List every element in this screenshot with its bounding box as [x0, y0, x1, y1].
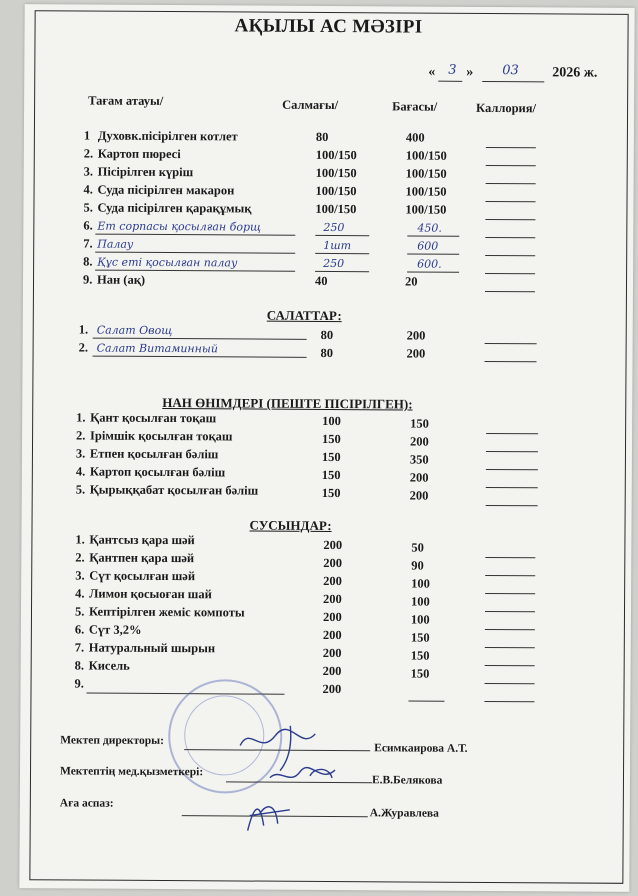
bakery-item-number: 4.: [75, 464, 86, 479]
menu-title: АҚЫЛЫ АС МӘЗІРІ: [234, 15, 423, 38]
menu-item-price: 400: [405, 130, 425, 145]
menu-item-number: 8.: [83, 254, 93, 269]
bakery-item-price: 200: [409, 488, 429, 503]
drink-item-price: 150: [410, 630, 430, 645]
bakery-item-name: Қант қосылған тоқаш: [90, 410, 217, 426]
drink-item-price: 100: [411, 594, 430, 609]
drink-item-price: 90: [411, 558, 424, 573]
drink-item-name: Сүт қосылған шәй: [89, 568, 196, 584]
signature-role-chef: Аға аспаз:: [59, 797, 114, 810]
menu-item-name: Картоп пюресі: [97, 146, 181, 162]
drink-item-price: 150: [410, 666, 430, 681]
menu-item-weight: 250: [323, 256, 345, 271]
signature-name-chef: А.Журавлева: [369, 807, 439, 820]
menu-item-weight: 80: [315, 129, 329, 145]
drink-item-number: 9.: [74, 676, 84, 691]
menu-item-price: 100/150: [405, 148, 447, 163]
menu-item-number: 3.: [83, 164, 94, 179]
bakery-item-weight: 150: [321, 485, 341, 501]
signature-role-director: Мектеп директоры:: [60, 734, 164, 748]
menu-item-number: 2.: [83, 146, 94, 161]
bakery-item-number: 5.: [75, 482, 86, 497]
drink-item-weight: 200: [323, 573, 342, 589]
menu-item-name: Ет сорпасы қосылған борщ: [97, 219, 262, 234]
bakery-heading: НАН ӨНІМДЕРІ (ПЕШТЕ ПІСІРІЛГЕН):: [162, 394, 413, 412]
menu-item-weight: 100/150: [315, 147, 357, 163]
drink-item-price: 100: [411, 576, 430, 591]
drink-item-number: 3.: [75, 568, 85, 583]
date-open-quote: «: [428, 64, 436, 80]
salad-price: 200: [406, 328, 426, 343]
menu-item-weight: 100/150: [315, 183, 357, 199]
menu-item-name: Құс еті қосылған палау: [97, 255, 238, 270]
bakery-item-price: 350: [409, 452, 429, 467]
bakery-item-name: Картоп қосылған бәліш: [89, 464, 226, 480]
menu-item-number: 1: [83, 128, 91, 143]
bakery-item-price: 200: [409, 470, 429, 485]
date-month: 03: [502, 63, 519, 79]
drink-item-weight: 200: [323, 591, 342, 607]
signature-name-director: Есимкаирова А.Т.: [374, 742, 468, 755]
bakery-item-weight: 150: [321, 467, 341, 483]
menu-item-name: Суда пісірілген макарон: [97, 182, 235, 198]
menu-item-price: 600: [417, 239, 439, 253]
menu-item-name: Духовк.пісірілген котлет: [97, 128, 238, 144]
menu-item-price: 100/150: [405, 202, 447, 217]
drink-item-number: 7.: [74, 640, 85, 655]
drink-item-name: Қантпен қара шәй: [89, 550, 195, 566]
menu-item-number: 7.: [83, 236, 93, 251]
drink-item-number: 1.: [75, 532, 85, 547]
menu-item-number: 6.: [83, 218, 93, 233]
col-price-header: Бағасы/: [392, 99, 438, 114]
menu-item-number: 5.: [83, 200, 93, 215]
menu-item-name: Нан (ақ): [96, 272, 146, 287]
bakery-item-number: 1.: [76, 410, 86, 425]
salad-weight: 80: [320, 345, 334, 361]
menu-item-number: 9.: [82, 272, 93, 287]
menu-item-price: 100/150: [405, 166, 447, 181]
salads-heading: САЛАТТАР:: [266, 307, 342, 324]
menu-sheet: [19, 4, 634, 892]
bakery-item-number: 3.: [75, 446, 86, 461]
bakery-item-name: Қырыққабат қосылған бәліш: [89, 482, 259, 498]
bakery-item-name: Етпен қосылған бәліш: [89, 446, 219, 462]
drinks-heading: СУСЫНДАР:: [249, 517, 332, 534]
menu-item-price: 450.: [417, 221, 442, 235]
menu-item-name: Пісірілген күріш: [97, 164, 194, 180]
menu-item-price: 100/150: [405, 184, 447, 199]
drink-item-name: Сүт 3,2%: [88, 622, 142, 637]
salad-name: Салат Витаминный: [96, 341, 219, 356]
salad-price: 200: [406, 346, 426, 361]
menu-item-weight: 100/150: [315, 201, 357, 217]
bakery-item-name: Ірімшік қосылған тоқаш: [90, 428, 233, 444]
drink-item-price: 50: [411, 540, 424, 555]
drink-item-number: 2.: [75, 550, 85, 565]
drink-item-weight: 200: [322, 681, 342, 697]
bakery-item-weight: 150: [322, 431, 341, 447]
date-close-quote: »: [466, 64, 474, 80]
menu-item-weight: 1шт: [323, 238, 352, 253]
drink-item-weight: 200: [322, 609, 342, 625]
drink-item-number: 8.: [74, 658, 85, 673]
salad-name: Салат Овощ: [96, 323, 173, 338]
menu-item-price: 20: [404, 274, 418, 289]
drink-item-weight: 200: [322, 645, 342, 661]
bakery-item-number: 2.: [76, 428, 86, 443]
signature-role-medic: Мектептің мед.қызметкері:: [59, 765, 204, 779]
drink-item-weight: 200: [322, 663, 342, 679]
drink-item-number: 4.: [75, 586, 85, 601]
col-name-header: Тағам атауы/: [88, 93, 164, 108]
date-year: 2026 ж.: [552, 65, 598, 81]
signature-name-medic: Е.В.Белякова: [371, 774, 443, 787]
menu-item-weight: 250: [323, 220, 345, 235]
drink-item-name: Қантсыз қара шәй: [89, 532, 195, 548]
col-weight-header: Салмағы/: [282, 97, 339, 113]
bakery-item-price: 200: [409, 434, 429, 449]
salad-weight: 80: [320, 327, 334, 343]
menu-item-name: Палау: [97, 237, 134, 251]
date-day: 3: [448, 62, 457, 78]
drink-item-name: Кисель: [88, 658, 130, 673]
menu-item-weight: 40: [314, 273, 328, 288]
handwritten-signatures: [220, 705, 401, 846]
menu-item-price: 600.: [417, 257, 442, 271]
drink-item-number: 6.: [74, 622, 85, 637]
drink-item-weight: 200: [323, 555, 343, 571]
drink-item-name: Лимон қосыоған шай: [89, 586, 212, 602]
col-calories-header: Каллория/: [476, 100, 537, 116]
salad-number: 1.: [78, 322, 89, 337]
drink-item-price: 150: [410, 648, 430, 663]
drink-item-weight: 200: [323, 537, 343, 553]
menu-item-number: 4.: [83, 182, 93, 197]
salad-number: 2.: [78, 340, 89, 355]
drink-item-price-line: [408, 701, 444, 702]
drink-item-price: 100: [410, 612, 430, 627]
menu-item-name: Суда пісірілген қарақұмық: [97, 200, 252, 216]
bakery-item-weight: 150: [321, 449, 341, 465]
drink-item-name: Кептірілген жеміс компоты: [88, 604, 245, 620]
drink-item-weight: 200: [322, 627, 342, 643]
bakery-item-weight: 100: [322, 413, 341, 429]
bakery-item-price: 150: [410, 416, 429, 431]
menu-item-weight: 100/150: [315, 165, 357, 181]
drink-item-number: 5.: [74, 604, 85, 619]
drink-item-name: Натуральный шырын: [88, 640, 216, 656]
